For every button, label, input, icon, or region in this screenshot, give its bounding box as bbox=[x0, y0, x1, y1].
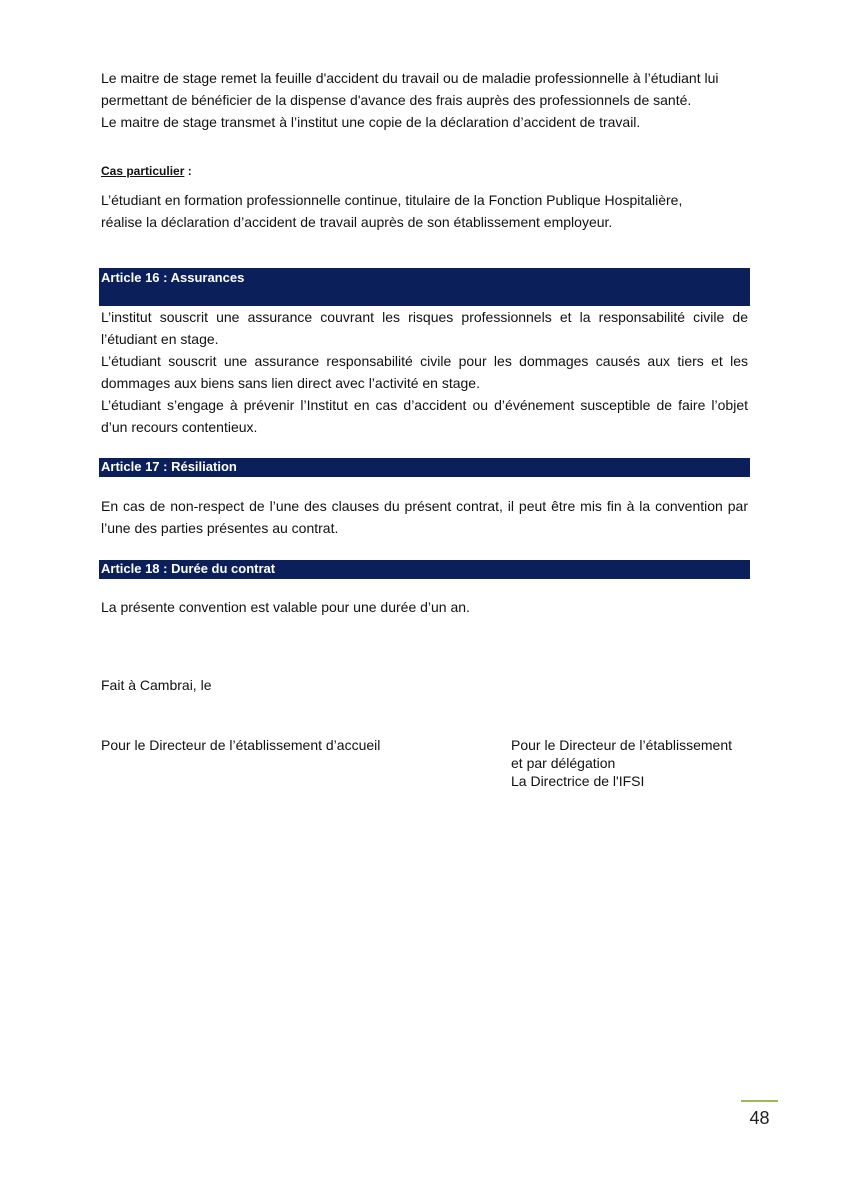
article-18-heading bbox=[99, 560, 750, 579]
article-16-line-4: dommages aux biens sans lien direct avec l’activité en stage. bbox=[101, 375, 480, 391]
article-17-line-2: l’une des parties présentes au contrat. bbox=[101, 520, 339, 536]
article-18-title: Article 18 : Durée du contrat bbox=[101, 561, 276, 576]
signature-right-line-2: et par délégation bbox=[511, 755, 616, 771]
article-18-line-1: La présente convention est valable pour une durée d’un an. bbox=[101, 599, 470, 615]
signature-right-line-3: La Directrice de l'IFSI bbox=[511, 773, 645, 789]
signature-right-block bbox=[511, 736, 732, 790]
article-16-line-2: l’étudiant en stage. bbox=[101, 331, 219, 347]
signature-right-line-1: Pour le Directeur de l’établissement bbox=[511, 737, 732, 753]
page-number: 48 bbox=[749, 1108, 770, 1128]
article-17-heading bbox=[99, 458, 750, 477]
intro-line-1: Le maitre de stage remet la feuille d'accident du travail ou de maladie professionnelle à l’étudiant lui bbox=[101, 70, 719, 86]
cas-particulier-colon: : bbox=[184, 164, 192, 178]
signature-left-text: Pour le Directeur de l’établissement d’accueil bbox=[101, 737, 381, 753]
article-16-line-1: L’institut souscrit une assurance couvrant les risques professionnels et la responsabilité civile de bbox=[101, 309, 748, 325]
article-16-title: Article 16 : Assurances bbox=[101, 270, 245, 285]
intro-paragraph bbox=[101, 67, 748, 133]
article-16-line-6: d’un recours contentieux. bbox=[101, 419, 258, 435]
cas-particulier-heading bbox=[101, 162, 192, 180]
cas-particulier-label: Cas particulier bbox=[101, 164, 185, 178]
signature-left-block bbox=[101, 736, 380, 754]
footer-rule bbox=[741, 1100, 778, 1102]
article-17-paragraph bbox=[101, 495, 748, 539]
article-17-title: Article 17 : Résiliation bbox=[101, 459, 237, 474]
article-16-line-3: L’étudiant souscrit une assurance responsabilité civile pour les dommages causés aux tiers et les bbox=[101, 353, 748, 369]
cas-particulier-paragraph bbox=[101, 189, 748, 233]
article-17-line-1: En cas de non-respect de l’une des clauses du présent contrat, il peut être mis fin à la convention par bbox=[101, 498, 748, 514]
signature-place-date bbox=[101, 674, 748, 696]
intro-line-2: permettant de bénéficier de la dispense d'avance des frais auprès des professionnels de santé. bbox=[101, 92, 692, 108]
place-date-text: Fait à Cambrai, le bbox=[101, 677, 212, 693]
article-16-paragraph bbox=[101, 306, 748, 438]
article-16-line-5: L’étudiant s’engage à prévenir l’Institut en cas d’accident ou d’événement susceptible de faire l’objet bbox=[101, 397, 748, 413]
article-18-paragraph bbox=[101, 596, 748, 618]
cas-line-2: réalise la déclaration d’accident de travail auprès de son établissement employeur. bbox=[101, 214, 613, 230]
article-16-heading bbox=[99, 268, 750, 306]
intro-line-3: Le maitre de stage transmet à l’institut une copie de la déclaration d’accident de travail. bbox=[101, 114, 641, 130]
cas-line-1: L’étudiant en formation professionnelle continue, titulaire de la Fonction Publique Hospitalière, bbox=[101, 192, 683, 208]
